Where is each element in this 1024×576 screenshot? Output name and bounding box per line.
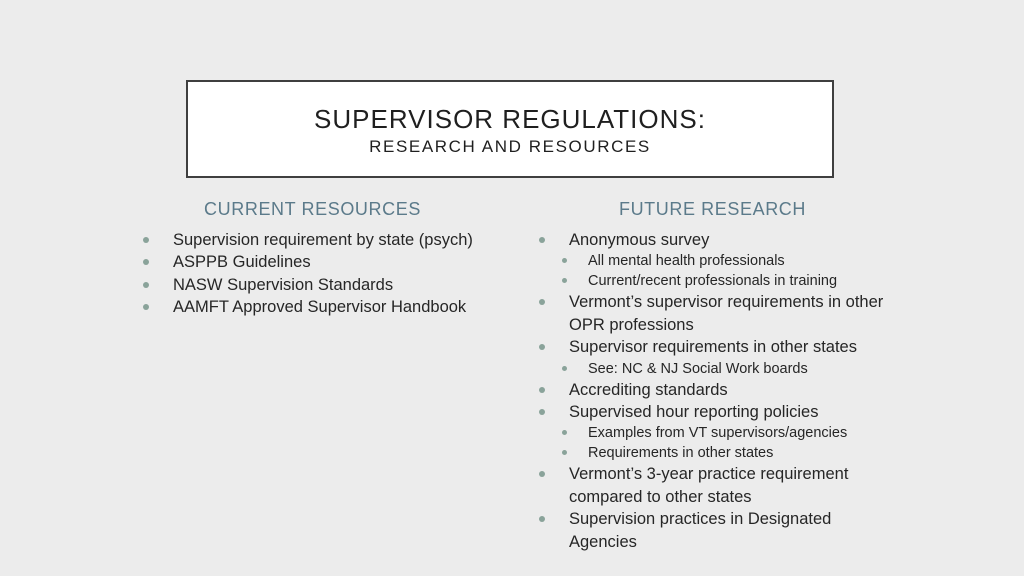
bullet-icon: [143, 282, 149, 288]
current-resources-list: [140, 229, 500, 319]
bullet-icon: [562, 258, 567, 263]
slide-subtitle: RESEARCH AND RESOURCES: [369, 137, 651, 156]
future-research-heading: FUTURE RESEARCH: [618, 199, 806, 219]
sub-list-item: [536, 271, 896, 291]
sub-list-item-text: See: NC & NJ Social Work boards: [588, 360, 808, 377]
bullet-icon: [562, 366, 567, 371]
bullet-icon: [143, 237, 149, 243]
list-item-text: Anonymous survey: [569, 231, 710, 249]
bullet-icon: [539, 299, 545, 305]
sub-list-item-text: Examples from VT supervisors/agencies: [588, 425, 848, 442]
list-item: [536, 401, 896, 423]
list-item-text: ASPPB Guidelines: [173, 253, 311, 272]
list-item-text: AAMFT Approved Supervisor Handbook: [173, 298, 467, 317]
sub-list-item: [536, 423, 896, 443]
bullet-icon: [562, 430, 567, 435]
list-item-text: Supervision practices in Designated Agencies: [569, 510, 832, 551]
list-item: [140, 229, 500, 251]
sub-list-item: [536, 443, 896, 463]
title-box: [186, 80, 834, 178]
sub-list-item-text: All mental health professionals: [588, 253, 785, 270]
sub-list-item: [536, 251, 896, 271]
bullet-icon: [539, 516, 545, 522]
list-item: [140, 251, 500, 273]
slide-title: SUPERVISOR REGULATIONS:: [314, 104, 706, 134]
list-item-text: Supervision requirement by state (psych): [173, 231, 473, 249]
bullet-icon: [539, 344, 545, 350]
list-item-text: Vermont’s 3-year practice requirement compared to other states: [569, 465, 849, 506]
list-item: [536, 336, 896, 358]
list-item-text: Supervisor requirements in other states: [569, 338, 857, 357]
list-item: [536, 379, 896, 401]
bullet-icon: [562, 450, 567, 455]
bullet-icon: [539, 387, 545, 393]
list-item-text: Vermont’s supervisor requirements in other OPR professions: [569, 293, 884, 334]
list-item: [536, 229, 896, 251]
current-resources-heading: CURRENT RESOURCES: [204, 199, 421, 219]
list-item: [536, 463, 896, 508]
list-item: [140, 274, 500, 296]
sub-list-item-text: Current/recent professionals in training: [588, 273, 838, 290]
bullet-icon: [562, 278, 567, 283]
list-item: [536, 508, 896, 553]
list-item: [536, 291, 896, 336]
list-item-text: Supervised hour reporting policies: [569, 403, 819, 422]
bullet-icon: [539, 471, 545, 477]
list-item-text: NASW Supervision Standards: [173, 275, 394, 294]
list-item-text: Accrediting standards: [569, 380, 728, 399]
bullet-icon: [143, 304, 149, 310]
bullet-icon: [539, 237, 545, 243]
bullet-icon: [143, 259, 149, 265]
list-item: [140, 296, 500, 318]
sub-list-item: [536, 359, 896, 379]
bullet-icon: [539, 409, 545, 415]
future-research-list: [536, 229, 896, 553]
sub-list-item-text: Requirements in other states: [588, 445, 774, 462]
